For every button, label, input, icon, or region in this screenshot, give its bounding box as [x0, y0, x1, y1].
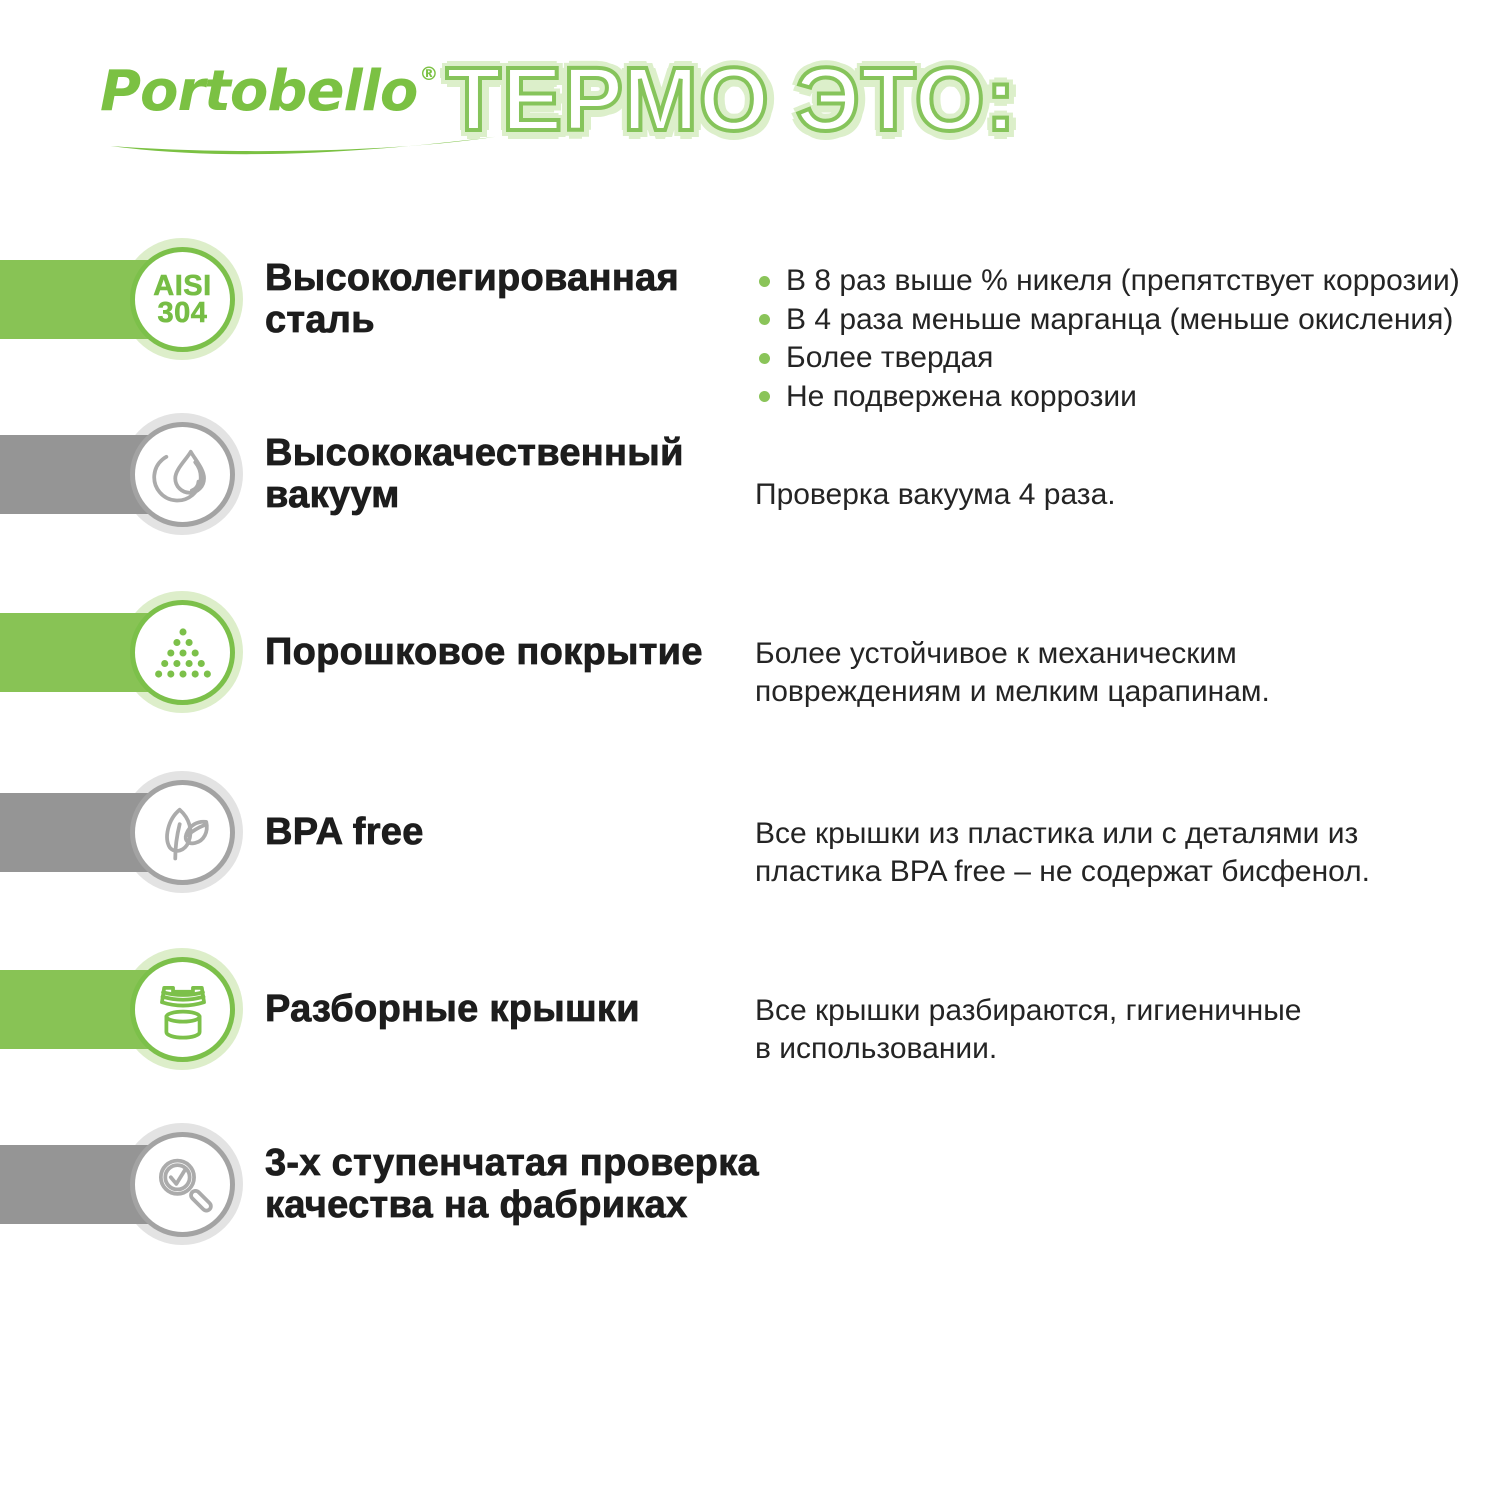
feature-title [265, 767, 424, 897]
bullet-item [755, 339, 1460, 377]
description-line: Все крышки из пластика или с деталями из [755, 817, 1359, 850]
title-line: сталь [265, 299, 375, 341]
bullet-text: В 4 раза меньше марганца (меньше окисления) [786, 302, 1454, 336]
feature-icon-circle [130, 780, 235, 885]
bullet-dot-icon [759, 391, 770, 402]
feature-title [265, 409, 684, 539]
title-line: BPA free [265, 811, 424, 853]
feature-bullets [755, 264, 1460, 413]
registered-mark: ® [419, 63, 439, 85]
bullet-dot-icon [759, 276, 770, 287]
bullet-list [755, 262, 1460, 416]
bullet-item [755, 301, 1460, 339]
water-drop-icon [152, 444, 214, 506]
bullet-text: Более твердая [786, 341, 994, 375]
powder-dots-icon [152, 622, 214, 684]
feature-description [755, 965, 1301, 1095]
feature-icon-circle [130, 957, 235, 1062]
feature-icon-circle [130, 600, 235, 705]
badge-line: 304 [157, 296, 208, 329]
feature-row-detachable-lids [0, 944, 1500, 1074]
bullet-dot-icon [759, 314, 770, 325]
description-line: в использовании. [755, 1032, 998, 1065]
aisi-304-badge [153, 269, 212, 329]
bullet-dot-icon [759, 353, 770, 364]
feature-row-powder-coating [0, 587, 1500, 717]
title-line: качества на фабриках [265, 1184, 688, 1226]
page-title: ТЕРМО ЭТО: [446, 50, 1017, 150]
feature-icon-circle [130, 247, 235, 352]
title-line: Высококачественный [265, 432, 684, 474]
feature-title [265, 944, 640, 1074]
description-line: Все крышки разбираются, гигиеничные [755, 994, 1302, 1027]
bullet-item [755, 262, 1460, 300]
feature-title [265, 1119, 759, 1249]
bullet-text: Не подвержена коррозии [786, 379, 1137, 413]
feature-row-bpa-free [0, 767, 1500, 897]
logo-text: Portobello [100, 59, 418, 124]
title-line: Высоколегированная [265, 257, 680, 299]
feature-row-vacuum [0, 409, 1500, 539]
description-line: повреждениям и мелким царапинам. [755, 675, 1270, 708]
title-line: вакуум [265, 474, 400, 516]
feature-description [755, 608, 1270, 738]
bullet-text: В 8 раз выше % никеля (препятствует коррозии) [786, 264, 1460, 298]
feature-description [755, 430, 1116, 560]
description-line: Более устойчивое к механическим [755, 637, 1237, 670]
title-line: Разборные крышки [265, 988, 640, 1030]
feature-title [265, 234, 679, 364]
badge-line: AISI [153, 269, 212, 302]
lid-parts-icon [152, 979, 214, 1041]
feature-description [755, 788, 1370, 918]
magnifier-check-icon [152, 1154, 214, 1216]
leaves-icon [152, 802, 214, 864]
feature-row-quality-check [0, 1119, 1500, 1249]
feature-icon-circle [130, 1132, 235, 1237]
description-line: Проверка вакуума 4 раза. [755, 478, 1116, 511]
description-line: пластика BPA free – не содержат бисфенол. [755, 855, 1370, 888]
feature-row-alloy-steel [0, 234, 1500, 413]
feature-icon-circle [130, 422, 235, 527]
title-line: 3-х ступенчатая проверка [265, 1142, 759, 1184]
title-line: Порошковое покрытие [265, 631, 703, 673]
feature-title [265, 587, 703, 717]
